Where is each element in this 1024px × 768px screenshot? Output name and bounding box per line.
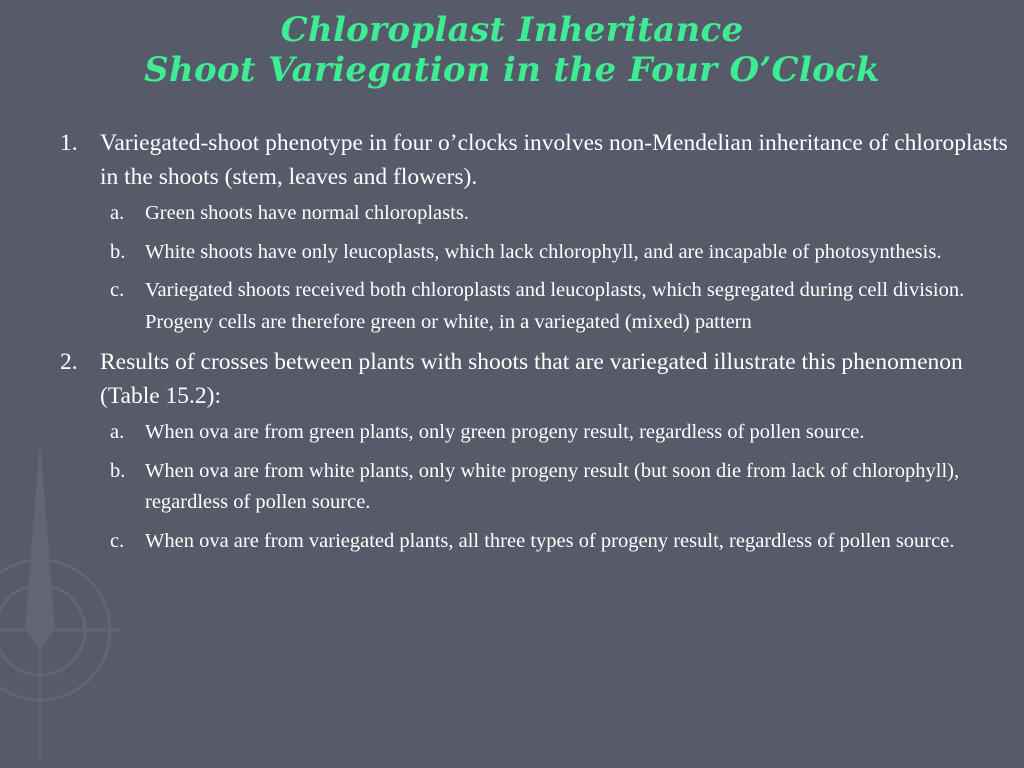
sublist-1 [110, 198, 1010, 338]
sublist-item-2b [110, 456, 1010, 519]
slide-title-line-1: Chloroplast Inheritance [280, 10, 744, 50]
list-item-1 [60, 126, 1010, 194]
sublist-item-text: Green shoots have normal chloroplasts. [145, 202, 469, 224]
list-item-text: Variegated-shoot phenotype in four o’clocks involves non-Mendelian inheritance of chloroplasts in the shoots (stem, leaves and flowers). [100, 130, 1008, 190]
sublist-marker: c. [110, 279, 125, 301]
sublist-marker: b. [110, 240, 126, 263]
sublist-marker: c. [110, 529, 125, 552]
sublist-item-text: White shoots have only leucoplasts, which lack chlorophyll, and are incapable of photosynthesis. [145, 240, 942, 263]
sublist-item-1a [110, 198, 1010, 230]
sublist-item-2a [110, 417, 1010, 449]
list-item-text: Results of crosses between plants with shoots that are variegated illustrate this phenomenon (Table 15.2): [100, 349, 963, 409]
list-item-2 [60, 345, 1010, 413]
sublist-item-text: When ova are from variegated plants, all three types of progeny result, regardless of pollen source. [145, 529, 955, 552]
sublist-item-1c [110, 275, 1010, 338]
sublist-item-2c [110, 526, 1010, 558]
sublist-item-text: Variegated shoots received both chloroplasts and leucoplasts, which segregated during cell division. Progeny cells are therefore green or white, in a variegated (mixed) pattern [145, 279, 965, 333]
sublist-marker: a. [110, 421, 125, 443]
sublist-marker: a. [110, 202, 125, 224]
sublist-item-text: When ova are from green plants, only green progeny result, regardless of pollen source. [145, 421, 865, 443]
slide-title [0, 10, 1024, 90]
list-marker: 1. [60, 130, 78, 156]
sublist-item-text: When ova are from white plants, only white progeny result (but soon die from lack of chlorophyll), regardless of pollen source. [145, 459, 960, 513]
sublist-item-1b [110, 237, 1010, 269]
slide-body [60, 126, 1010, 564]
slide-title-line-2: Shoot Variegation in the Four O’Clock [144, 50, 880, 90]
sublist-marker: b. [110, 459, 126, 482]
sublist-2 [110, 417, 1010, 557]
list-marker: 2. [60, 349, 78, 375]
